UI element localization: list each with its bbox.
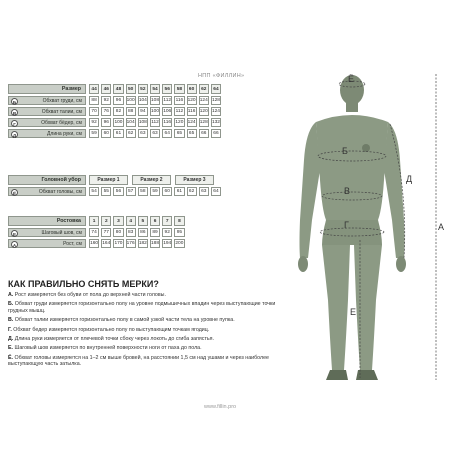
label-chest: Б	[342, 146, 348, 156]
instruction-item	[8, 327, 278, 333]
instructions-title: КАК ПРАВИЛЬНО СНЯТЬ МЕРКИ?	[8, 279, 159, 289]
body-silhouette	[298, 75, 406, 380]
value-cell: 170	[114, 241, 123, 246]
headwear-header-cells	[89, 175, 218, 185]
label-hips: Г	[344, 220, 349, 230]
height-header-label: Ростовка	[8, 216, 86, 226]
instruction-text: Обхват талии измеряется горизонтально полу в самой узкой части тела на уровне пупка.	[14, 317, 235, 324]
instruction-text: Длина руки измеряется от плечевой точки сбоку через локоть до сгиба запястья.	[14, 336, 214, 343]
value-cell: 58	[138, 187, 148, 196]
header-cell: 52	[138, 84, 148, 94]
value-cell: 160	[90, 241, 99, 246]
value-cell: 188	[151, 241, 160, 246]
table-row	[8, 239, 187, 248]
value-cell: 95	[174, 228, 184, 237]
header-cell: 8	[174, 216, 184, 226]
value-cell: 94	[138, 107, 148, 116]
value-cell: 92	[89, 118, 99, 127]
value-cell: 57	[126, 187, 136, 196]
height-header-row	[8, 216, 187, 226]
value-cell: 92	[162, 228, 172, 237]
value-cell: 62	[126, 129, 136, 138]
value-cell: 116	[187, 109, 196, 114]
table-row	[8, 129, 223, 138]
instruction-item	[8, 336, 278, 342]
table-row	[8, 107, 223, 116]
size-header-row	[8, 84, 223, 94]
row-cells	[89, 96, 223, 105]
size-rows	[8, 96, 223, 138]
headwear-header-row	[8, 175, 223, 185]
header-cell: 64	[211, 84, 221, 94]
value-cell: 56	[113, 187, 123, 196]
header-cell: Размер 1	[89, 175, 128, 185]
value-cell: 60	[101, 129, 111, 138]
value-cell: 59	[89, 129, 99, 138]
header-cell: 48	[113, 84, 123, 94]
height-table	[8, 216, 187, 250]
value-cell: 104	[126, 120, 135, 125]
value-cell: 96	[113, 96, 123, 105]
size-header-label: Размер	[8, 84, 86, 94]
headwear-header-label: Головной убор	[8, 175, 86, 185]
instruction-letter: Д.	[8, 336, 14, 343]
row-cells	[89, 239, 187, 248]
header-cell: Размер 3	[175, 175, 214, 185]
value-cell: 65	[174, 129, 184, 138]
value-cell: 80	[113, 228, 123, 237]
value-cell: 100	[126, 98, 135, 103]
value-cell: 112	[175, 109, 184, 114]
size-table	[8, 84, 223, 140]
instruction-letter: Г.	[8, 326, 12, 333]
value-cell: 64	[211, 187, 221, 196]
row-label-text: Обхват груди, см	[42, 97, 82, 104]
value-cell: 83	[126, 228, 136, 237]
value-cell: 120	[175, 120, 184, 125]
value-cell: 88	[126, 107, 136, 116]
row-label	[8, 107, 86, 116]
instruction-item	[8, 355, 278, 368]
value-cell: 104	[138, 98, 147, 103]
value-cell: 200	[175, 241, 184, 246]
header-cell: 60	[187, 84, 197, 94]
row-label-text: Обхват бёдер, см	[41, 119, 82, 126]
instruction-letter: В.	[8, 317, 14, 324]
table-row	[8, 187, 223, 196]
instruction-text: Обхват бедер измеряется горизонтально полу по выступающим точкам ягодиц.	[13, 326, 210, 333]
value-cell: 55	[101, 187, 111, 196]
header-cell: 46	[101, 84, 111, 94]
row-cells	[89, 129, 223, 138]
row-letter: Г	[11, 120, 18, 127]
row-label	[8, 96, 86, 105]
value-cell: 77	[101, 228, 111, 237]
value-cell: 182	[138, 241, 147, 246]
header-cell: 50	[126, 84, 136, 94]
instruction-item	[8, 301, 278, 314]
row-label	[8, 129, 86, 138]
header-cell: 58	[174, 84, 184, 94]
instruction-item	[8, 292, 278, 298]
height-rows	[8, 228, 187, 248]
value-cell: 128	[211, 98, 220, 103]
value-cell: 112	[151, 120, 159, 125]
row-cells	[89, 118, 223, 127]
headwear-rows	[8, 187, 223, 196]
row-label	[8, 187, 86, 196]
row-label-text: Длина руки, см	[47, 130, 82, 137]
value-cell: 100	[151, 109, 160, 114]
row-cells	[89, 228, 187, 237]
header-cell: Размер 2	[132, 175, 171, 185]
row-letter: А	[12, 242, 17, 248]
value-cell: 74	[89, 228, 99, 237]
instructions-list	[8, 292, 278, 368]
header-cell: 1	[89, 216, 99, 226]
instruction-letter: Б.	[8, 301, 14, 308]
value-cell: 66	[199, 129, 209, 138]
value-cell: 63	[199, 187, 209, 196]
instruction-text: Обхват головы измеряется на 1–2 см выше бровей, на расстоянии 1,5 см над ушами и через наиболее выступающую часть затылка.	[8, 354, 269, 368]
value-cell: 116	[175, 98, 184, 103]
row-label	[8, 239, 86, 248]
header-cell: 4	[126, 216, 136, 226]
footer-url: www.fillin.pro	[204, 404, 237, 410]
label-head: Ё	[348, 74, 355, 84]
instruction-item	[8, 345, 278, 351]
size-header-cells	[89, 84, 223, 94]
value-cell: 176	[126, 241, 135, 246]
value-cell: 60	[162, 187, 172, 196]
row-letter: Ё	[12, 190, 17, 196]
value-cell: 70	[89, 107, 99, 116]
value-cell: 108	[138, 120, 147, 125]
row-label	[8, 228, 86, 237]
instruction-text: Рост измеряется без обуви от пола до верхней части головы.	[14, 292, 166, 298]
value-cell: 63	[138, 129, 148, 138]
value-cell: 194	[163, 241, 172, 246]
value-cell: 89	[150, 228, 160, 237]
value-cell: 106	[163, 109, 172, 114]
value-cell: 116	[163, 120, 172, 125]
value-cell: 86	[138, 228, 148, 237]
value-cell: 96	[101, 118, 111, 127]
label-inseam: Е	[350, 307, 357, 317]
instruction-text: Шаговый шов измеряется по внутренней поверхности ноги от паха до пола.	[14, 345, 202, 352]
value-cell: 164	[102, 241, 111, 246]
row-letter: Б	[12, 99, 17, 105]
header-cell: 62	[199, 84, 209, 94]
value-cell: 61	[174, 187, 184, 196]
header-cell: 56	[162, 84, 172, 94]
row-letter: Е	[12, 231, 17, 237]
row-letter: В	[12, 110, 17, 116]
measurement-instructions	[8, 279, 278, 371]
value-cell: 108	[151, 98, 160, 103]
value-cell: 92	[101, 96, 111, 105]
table-row	[8, 228, 187, 237]
value-cell: 54	[89, 187, 99, 196]
value-cell: 120	[187, 98, 196, 103]
value-cell: 132	[211, 120, 220, 125]
value-cell: 124	[199, 98, 208, 103]
header-cell: 54	[150, 84, 160, 94]
label-arm: Д	[406, 174, 413, 184]
height-header-cells	[89, 216, 187, 226]
value-cell: 76	[101, 107, 111, 116]
header-cell: 44	[89, 84, 99, 94]
row-label	[8, 118, 86, 127]
table-row	[8, 118, 223, 127]
value-cell: 64	[162, 129, 172, 138]
row-label-text: Обхват головы, см	[38, 188, 82, 195]
value-cell: 120	[199, 109, 208, 114]
value-cell: 59	[150, 187, 160, 196]
label-waist: В	[344, 186, 351, 196]
header-cell: 6	[150, 216, 160, 226]
row-cells	[89, 187, 223, 196]
value-cell: 124	[211, 109, 220, 114]
row-label-text: Рост, см	[63, 240, 82, 247]
value-cell: 82	[113, 107, 123, 116]
value-cell: 100	[114, 120, 123, 125]
instruction-letter: Е.	[8, 345, 14, 352]
row-label-text: Обхват талии, см	[41, 108, 82, 115]
row-label-text: Шаговый шов, см	[41, 229, 82, 236]
value-cell: 112	[163, 98, 172, 103]
brand-name: НПП «ФИЛЛИН»	[198, 73, 245, 79]
instruction-letter: А.	[8, 292, 14, 298]
value-cell: 128	[199, 120, 208, 125]
header-cell: 5	[138, 216, 148, 226]
value-cell: 65	[187, 129, 197, 138]
value-cell: 66	[211, 129, 221, 138]
instruction-letter: Ё.	[8, 354, 14, 361]
header-cell: 7	[162, 216, 172, 226]
value-cell: 61	[113, 129, 123, 138]
header-cell: 3	[113, 216, 123, 226]
value-cell: 88	[89, 96, 99, 105]
instruction-text: Обхват груди измеряется горизонтально полу на уровне подмышечных впадин через выступающие точки грудных мышц.	[8, 301, 276, 314]
table-row	[8, 96, 223, 105]
body-figure	[286, 70, 448, 400]
row-letter: Д	[12, 132, 17, 138]
value-cell: 62	[187, 187, 197, 196]
value-cell: 124	[187, 120, 196, 125]
value-cell: 63	[150, 129, 160, 138]
header-cell: 2	[101, 216, 111, 226]
headwear-table	[8, 175, 223, 198]
row-cells	[89, 107, 223, 116]
label-height: А	[438, 222, 445, 232]
instruction-item	[8, 317, 278, 323]
